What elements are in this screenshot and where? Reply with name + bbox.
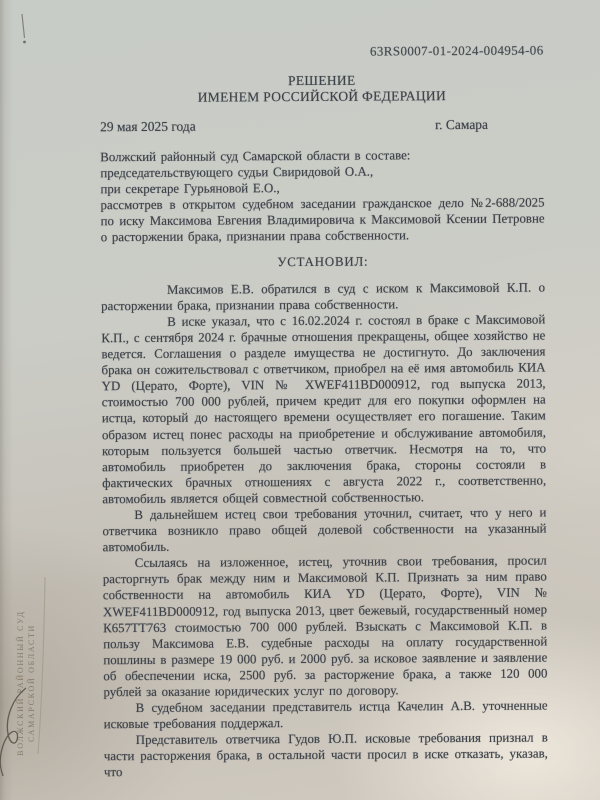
decision-city: г. Самара xyxy=(435,116,489,133)
case-intro: рассмотрев в открытом судебном заседании гражданское дело №2-688/2025 по иску Максимова Евгения Владимировича к Максимовой Ксении Петровне о расторжении брака, признании права собственности. xyxy=(100,195,545,245)
paragraph: Ссылаясь на изложенное, истец, уточнив свои требования, просил расторгнуть брак между ним и Максимовой К.П. Признать за ним право собственности на автомобиль КИА YD (Церато, Форте), VIN № XWEF411BD000912, год выпуска 2013, цвет бежевый, государственный номер К657ТТ763 стоимостью 700 000 рублей. Взыскать с Максимовой К.П. в пользу Максимова Е.В. судебные расходы на оплату государственной пошлины в размере 19 000 руб. и 2000 руб. за исковое заявление и заявление об обеспечении иска, 2500 руб. за расторжение брака, а также 120 000 рублей за оказание юридических услуг по договору. xyxy=(102,553,548,700)
decision-title: РЕШЕНИЕ xyxy=(287,72,356,89)
date-row xyxy=(100,117,544,136)
decision-subtitle: ИМЕНЕМ РОССИЙСКОЙ ФЕДЕРАЦИИ xyxy=(197,88,447,105)
section-heading: УСТАНОВИЛ: xyxy=(277,254,369,269)
decision-title-block xyxy=(100,72,544,107)
court-stamp-line: САМАРСКОЙ ОБЛАСТИ xyxy=(27,623,36,743)
court-line: Волжский районный суд Самарской области в составе: xyxy=(100,148,411,165)
court-stamp xyxy=(15,601,37,765)
paragraph: Представитель ответчика Гудов Ю.П. исковые требования признал в части расторжения брака, в остальной части просил в иске отказать, указав, что xyxy=(103,730,548,780)
paragraph: В дальнейшем истец свои требования уточнил, считает, что у него и ответчика возникло право общей долевой собственности на указанный автомобиль. xyxy=(102,505,547,555)
court-line: председательствующего судьи Свиридовой О.А., xyxy=(100,164,374,181)
paragraph: В судебном заседании представитель истца Качелин А.В. уточненные исковые требования поддержал. xyxy=(103,698,548,732)
case-number: 63RS0007-01-2024-004954-06 xyxy=(369,42,544,59)
court-line: при секретаре Гурьяновой Е.О., xyxy=(100,181,280,197)
decision-date: 29 мая 2025 года xyxy=(99,118,196,135)
document-body xyxy=(100,147,548,781)
paragraph: В иске указал, что с 16.02.2024 г. состоял в браке с Максимовой К.П., с сентября 2024 г. брачные отношения прекращены, общее хозяйство не ведется. Соглашения о разделе имущества не достигнуто. До заключения брака он сожительствовал с ответчиком, приобрел на её имя автомобиль КИА YD (Церато, Форте), VIN № XWEF411BD000912, год выпуска 2013, стоимостью 700 000 рублей, причем кредит для его покупки оформлен на истца, который до настоящего времени осуществляет его погашение. Таким образом истец понес расходы на приобретение и обслуживание автомобиля, которым пользуется большей частью ответчик. Несмотря на то, что автомобиль приобретен до заключения брака, стороны состояли в фактических брачных отношениях с августа 2022 г., соответственно, автомобиль является общей совместной собственностью. xyxy=(101,312,547,507)
paragraph: Максимов Е.В. обратился в суд с иском к Максимовой К.П. о расторжении брака, признании права собственности. xyxy=(101,280,546,313)
court-stamp-line: ВОЛЖСКИЙ РАЙОННЫЙ СУД xyxy=(16,610,25,756)
